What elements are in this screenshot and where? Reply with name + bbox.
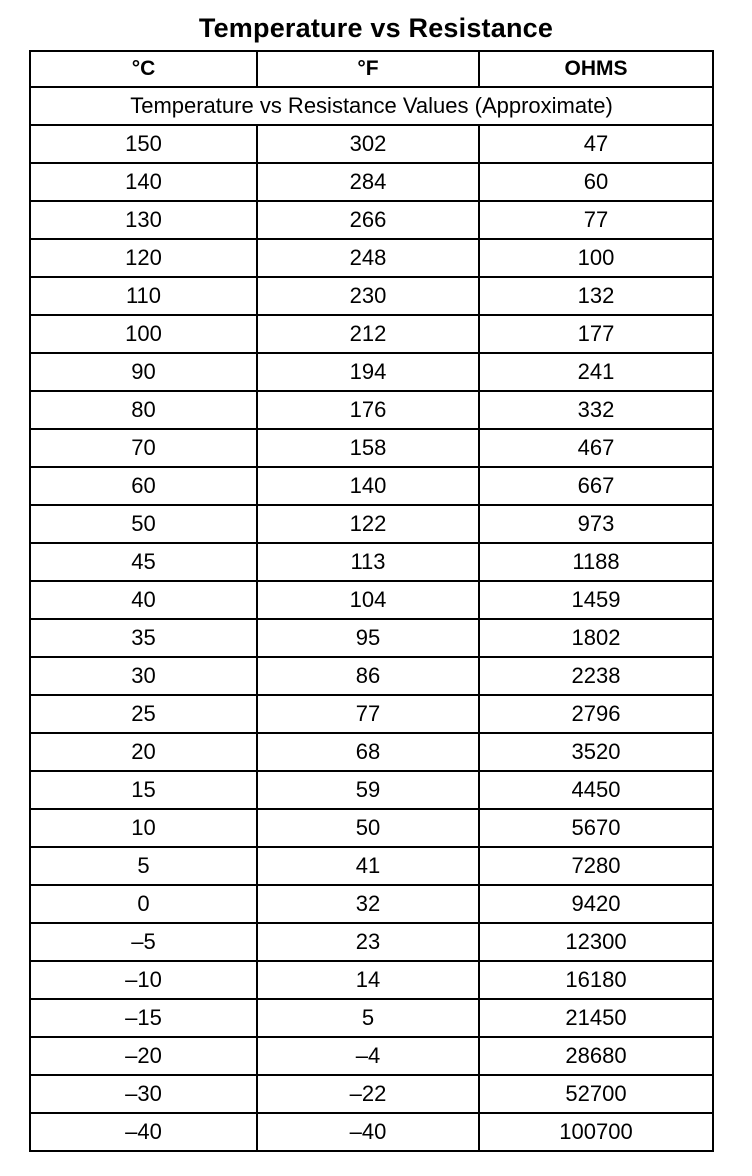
cell-fahrenheit: 266 (257, 201, 479, 239)
table-row (30, 315, 713, 353)
cell-ohms: 467 (479, 429, 713, 467)
cell-fahrenheit: 113 (257, 543, 479, 581)
cell-ohms: 1802 (479, 619, 713, 657)
cell-ohms: 28680 (479, 1037, 713, 1075)
table-row (30, 581, 713, 619)
table-row (30, 239, 713, 277)
cell-celsius: 10 (30, 809, 257, 847)
table-row (30, 771, 713, 809)
table-row (30, 429, 713, 467)
cell-ohms: 16180 (479, 961, 713, 999)
cell-celsius: 35 (30, 619, 257, 657)
cell-ohms: 5670 (479, 809, 713, 847)
table-subtitle: Temperature vs Resistance Values (Approximate) (30, 87, 713, 125)
table-row (30, 695, 713, 733)
cell-ohms: 2238 (479, 657, 713, 695)
cell-celsius: 40 (30, 581, 257, 619)
cell-ohms: 332 (479, 391, 713, 429)
cell-celsius: 45 (30, 543, 257, 581)
cell-celsius: 70 (30, 429, 257, 467)
table-row (30, 505, 713, 543)
header-ohms: OHMS (479, 51, 713, 87)
table-row (30, 391, 713, 429)
cell-ohms: 177 (479, 315, 713, 353)
cell-celsius: 5 (30, 847, 257, 885)
cell-fahrenheit: 302 (257, 125, 479, 163)
cell-ohms: 4450 (479, 771, 713, 809)
table-row (30, 1075, 713, 1113)
table-row (30, 277, 713, 315)
cell-celsius: 140 (30, 163, 257, 201)
cell-ohms: 3520 (479, 733, 713, 771)
cell-celsius: 130 (30, 201, 257, 239)
cell-fahrenheit: 248 (257, 239, 479, 277)
cell-ohms: 132 (479, 277, 713, 315)
cell-ohms: 7280 (479, 847, 713, 885)
cell-ohms: 100700 (479, 1113, 713, 1151)
cell-ohms: 47 (479, 125, 713, 163)
cell-fahrenheit: 50 (257, 809, 479, 847)
cell-ohms: 241 (479, 353, 713, 391)
resistance-table (29, 50, 714, 1152)
cell-celsius: 90 (30, 353, 257, 391)
table-row (30, 809, 713, 847)
cell-celsius: –5 (30, 923, 257, 961)
cell-fahrenheit: 140 (257, 467, 479, 505)
cell-celsius: –10 (30, 961, 257, 999)
cell-fahrenheit: –22 (257, 1075, 479, 1113)
cell-celsius: 0 (30, 885, 257, 923)
table-row (30, 885, 713, 923)
table-row (30, 657, 713, 695)
cell-fahrenheit: 158 (257, 429, 479, 467)
table-row (30, 1037, 713, 1075)
cell-fahrenheit: 32 (257, 885, 479, 923)
cell-celsius: 80 (30, 391, 257, 429)
cell-fahrenheit: 68 (257, 733, 479, 771)
cell-ohms: 973 (479, 505, 713, 543)
table-row (30, 467, 713, 505)
cell-fahrenheit: 86 (257, 657, 479, 695)
header-celsius: °C (30, 51, 257, 87)
cell-celsius: 30 (30, 657, 257, 695)
page-title: Temperature vs Resistance (198, 13, 554, 43)
cell-celsius: –30 (30, 1075, 257, 1113)
cell-celsius: 20 (30, 733, 257, 771)
cell-fahrenheit: 14 (257, 961, 479, 999)
cell-ohms: 21450 (479, 999, 713, 1037)
cell-ohms: 100 (479, 239, 713, 277)
table-row (30, 1113, 713, 1151)
cell-fahrenheit: 212 (257, 315, 479, 353)
cell-fahrenheit: –40 (257, 1113, 479, 1151)
table-header-row (30, 51, 713, 87)
table-body (30, 125, 713, 1151)
table-row (30, 961, 713, 999)
cell-ohms: 1188 (479, 543, 713, 581)
table-row (30, 999, 713, 1037)
cell-fahrenheit: 77 (257, 695, 479, 733)
cell-ohms: 1459 (479, 581, 713, 619)
table-subtitle-row (30, 87, 713, 125)
cell-fahrenheit: 176 (257, 391, 479, 429)
table-row (30, 201, 713, 239)
cell-celsius: –40 (30, 1113, 257, 1151)
table-row (30, 125, 713, 163)
table-row (30, 619, 713, 657)
cell-celsius: 15 (30, 771, 257, 809)
cell-celsius: 110 (30, 277, 257, 315)
cell-fahrenheit: 104 (257, 581, 479, 619)
table-row (30, 733, 713, 771)
cell-ohms: 77 (479, 201, 713, 239)
cell-ohms: 12300 (479, 923, 713, 961)
cell-celsius: 120 (30, 239, 257, 277)
cell-ohms: 52700 (479, 1075, 713, 1113)
cell-fahrenheit: 230 (257, 277, 479, 315)
cell-celsius: 150 (30, 125, 257, 163)
cell-celsius: –20 (30, 1037, 257, 1075)
cell-fahrenheit: 41 (257, 847, 479, 885)
cell-fahrenheit: 122 (257, 505, 479, 543)
cell-ohms: 2796 (479, 695, 713, 733)
cell-fahrenheit: –4 (257, 1037, 479, 1075)
table-row (30, 353, 713, 391)
cell-fahrenheit: 5 (257, 999, 479, 1037)
cell-fahrenheit: 23 (257, 923, 479, 961)
cell-celsius: 25 (30, 695, 257, 733)
cell-fahrenheit: 59 (257, 771, 479, 809)
cell-ohms: 60 (479, 163, 713, 201)
table-row (30, 923, 713, 961)
cell-fahrenheit: 95 (257, 619, 479, 657)
cell-ohms: 9420 (479, 885, 713, 923)
cell-fahrenheit: 284 (257, 163, 479, 201)
cell-celsius: 50 (30, 505, 257, 543)
table-row (30, 163, 713, 201)
header-fahrenheit: °F (257, 51, 479, 87)
cell-celsius: 100 (30, 315, 257, 353)
cell-celsius: 60 (30, 467, 257, 505)
table-row (30, 543, 713, 581)
cell-fahrenheit: 194 (257, 353, 479, 391)
cell-celsius: –15 (30, 999, 257, 1037)
table-row (30, 847, 713, 885)
cell-ohms: 667 (479, 467, 713, 505)
